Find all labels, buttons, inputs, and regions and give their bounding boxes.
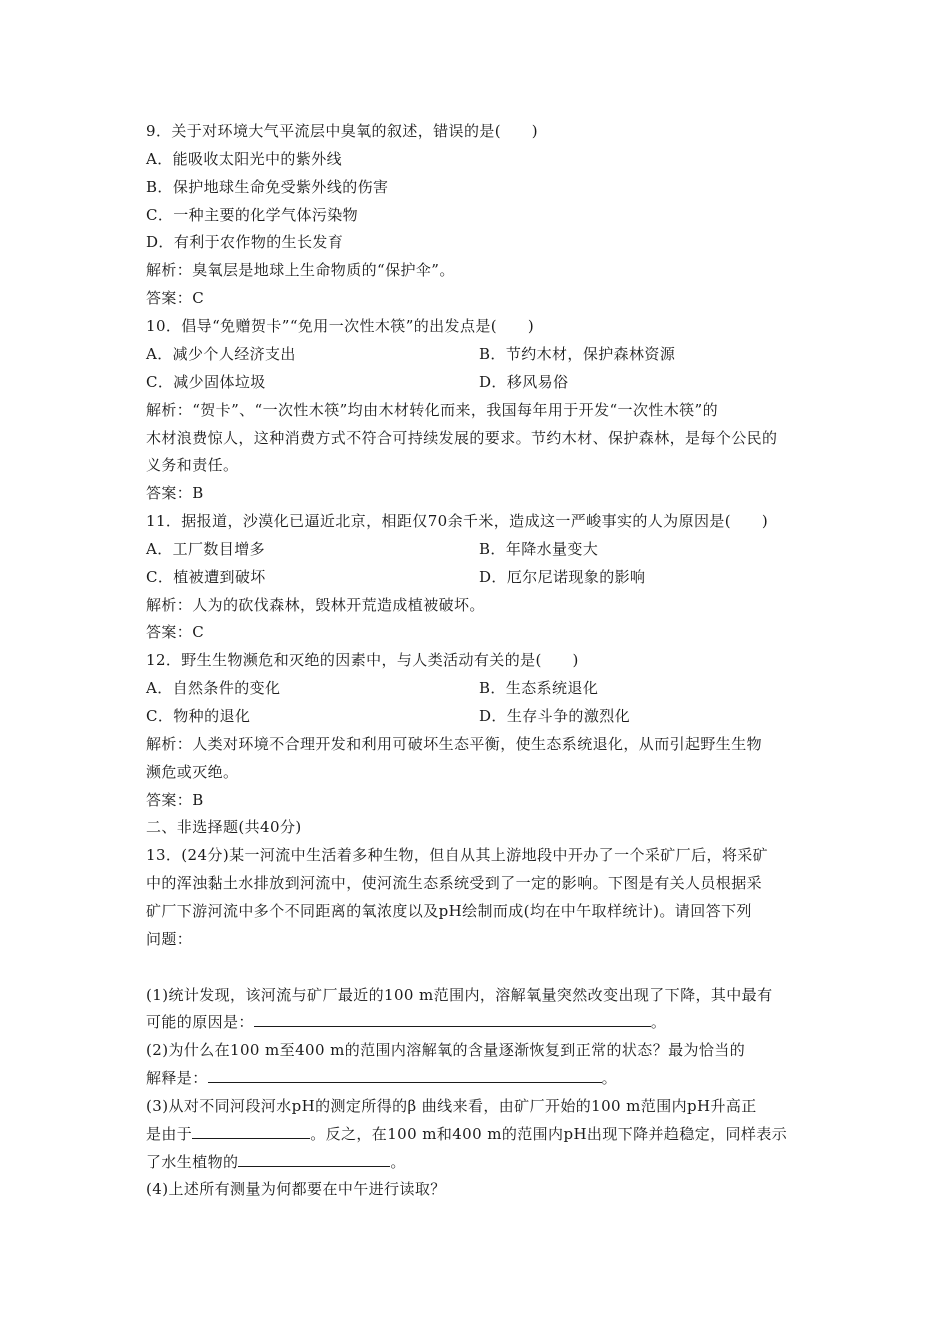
q13-stem-line-2: 中的浑浊黏土水排放到河流中，使河流生态系统受到了一定的影响。下图是有关人员根据采 bbox=[146, 874, 763, 892]
q12-analysis-line-1: 解析：人类对环境不合理开发和利用可破坏生态平衡，使生态系统退化，从而引起野生生物 bbox=[146, 735, 763, 753]
q10-option-d: D．移风易俗 bbox=[479, 373, 569, 391]
q10-option-b: B．节约木材，保护森林资源 bbox=[479, 345, 676, 363]
q13-part2-line-1: (2)为什么在100 m至400 m的范围内溶解氧的含量逐渐恢复到正常的状态？最为恰当的 bbox=[146, 1041, 746, 1059]
q12-answer: 答案：B bbox=[146, 791, 204, 809]
q9-option-a: A．能吸收太阳光中的紫外线 bbox=[146, 150, 343, 168]
answer-blank-1[interactable] bbox=[254, 1012, 651, 1027]
q13-part1-prefix: 可能的原因是： bbox=[146, 1013, 254, 1031]
q13-part3-line-2 bbox=[146, 1124, 787, 1144]
q9-option-c: C．一种主要的化学气体污染物 bbox=[146, 206, 359, 224]
q10-option-c: C．减少固体垃圾 bbox=[146, 373, 266, 391]
q11-option-a: A．工厂数目增多 bbox=[146, 540, 266, 558]
q12-option-b: B．生态系统退化 bbox=[479, 679, 599, 697]
q11-answer: 答案：C bbox=[146, 623, 205, 641]
q13-part1-end: 。 bbox=[650, 1013, 667, 1031]
q9-answer: 答案：C bbox=[146, 289, 205, 307]
q13-part3-line-3 bbox=[146, 1152, 406, 1172]
q13-part3-line-1: (3)从对不同河段河水pH的测定所得的β 曲线来看，由矿厂开始的100 m范围内pH升高正 bbox=[146, 1097, 757, 1115]
q13-part2-end: 。 bbox=[601, 1069, 618, 1087]
q13-part3-middle: 。反之，在100 m和400 m的范围内pH出现下降并趋稳定，同样表示 bbox=[310, 1125, 788, 1143]
q10-analysis-line-2: 木材浪费惊人，这种消费方式不符合可持续发展的要求。节约木材、保护森林，是每个公民的 bbox=[146, 429, 778, 447]
q12-option-a: A．自然条件的变化 bbox=[146, 679, 281, 697]
q12-analysis-line-2: 濒危或灭绝。 bbox=[146, 763, 239, 781]
q10-option-a: A．减少个人经济支出 bbox=[146, 345, 296, 363]
q13-part3-prefix-2: 了水生植物的 bbox=[146, 1153, 239, 1171]
q9-option-d: D．有利于农作物的生长发育 bbox=[146, 233, 344, 251]
q13-stem-line-3: 矿厂下游河流中多个不同距离的氧浓度以及pH绘制而成(均在中午取样统计)。请回答下列 bbox=[146, 902, 752, 920]
q9-stem: 9．关于对环境大气平流层中臭氧的叙述，错误的是( ) bbox=[146, 122, 539, 140]
q12-option-c: C．物种的退化 bbox=[146, 707, 251, 725]
q13-stem-line-4: 问题： bbox=[146, 930, 193, 948]
q10-analysis-line-3: 义务和责任。 bbox=[146, 456, 239, 474]
q12-stem: 12．野生生物濒危和灭绝的因素中，与人类活动有关的是( ) bbox=[146, 651, 579, 669]
q11-option-b: B．年降水量变大 bbox=[479, 540, 599, 558]
q13-part2-prefix: 解释是： bbox=[146, 1069, 208, 1087]
q12-option-d: D．生存斗争的激烈化 bbox=[479, 707, 631, 725]
q13-part4: (4)上述所有测量为何都要在中午进行读取？ bbox=[146, 1180, 446, 1198]
q13-part3-prefix: 是由于 bbox=[146, 1125, 193, 1143]
q9-option-b: B．保护地球生命免受紫外线的伤害 bbox=[146, 178, 389, 196]
q10-answer: 答案：B bbox=[146, 484, 204, 502]
q13-stem-line-1: 13．(24分)某一河流中生活着多种生物，但自从其上游地段中开办了一个采矿厂后，将采矿 bbox=[146, 846, 769, 864]
answer-blank-2[interactable] bbox=[208, 1068, 602, 1083]
q11-analysis: 解析：人为的砍伐森林，毁林开荒造成植被破坏。 bbox=[146, 596, 485, 614]
q9-analysis: 解析：臭氧层是地球上生命物质的“保护伞”。 bbox=[146, 261, 455, 279]
q13-part3-end: 。 bbox=[390, 1153, 406, 1171]
q13-part1-line-2 bbox=[146, 1012, 666, 1032]
answer-blank-4[interactable] bbox=[238, 1152, 390, 1167]
q10-stem: 10．倡导“免赠贺卡”“免用一次性木筷”的出发点是( ) bbox=[146, 317, 535, 335]
q13-part1-line-1: (1)统计发现，该河流与矿厂最近的100 m范围内，溶解氧量突然改变出现了下降，其中最有 bbox=[146, 986, 773, 1004]
section-heading: 二、非选择题(共40分) bbox=[146, 818, 302, 836]
q10-analysis-line-1: 解析：“贺卡”、“一次性木筷”均由木材转化而来，我国每年用于开发“一次性木筷”的 bbox=[146, 401, 719, 419]
q11-stem: 11．据报道，沙漠化已逼近北京，相距仅70余千米，造成这一严峻事实的人为原因是( ) bbox=[146, 512, 769, 530]
q13-part2-line-2 bbox=[146, 1068, 617, 1088]
q11-option-d: D．厄尔尼诺现象的影响 bbox=[479, 568, 646, 586]
q11-option-c: C．植被遭到破坏 bbox=[146, 568, 266, 586]
answer-blank-3[interactable] bbox=[192, 1124, 310, 1139]
